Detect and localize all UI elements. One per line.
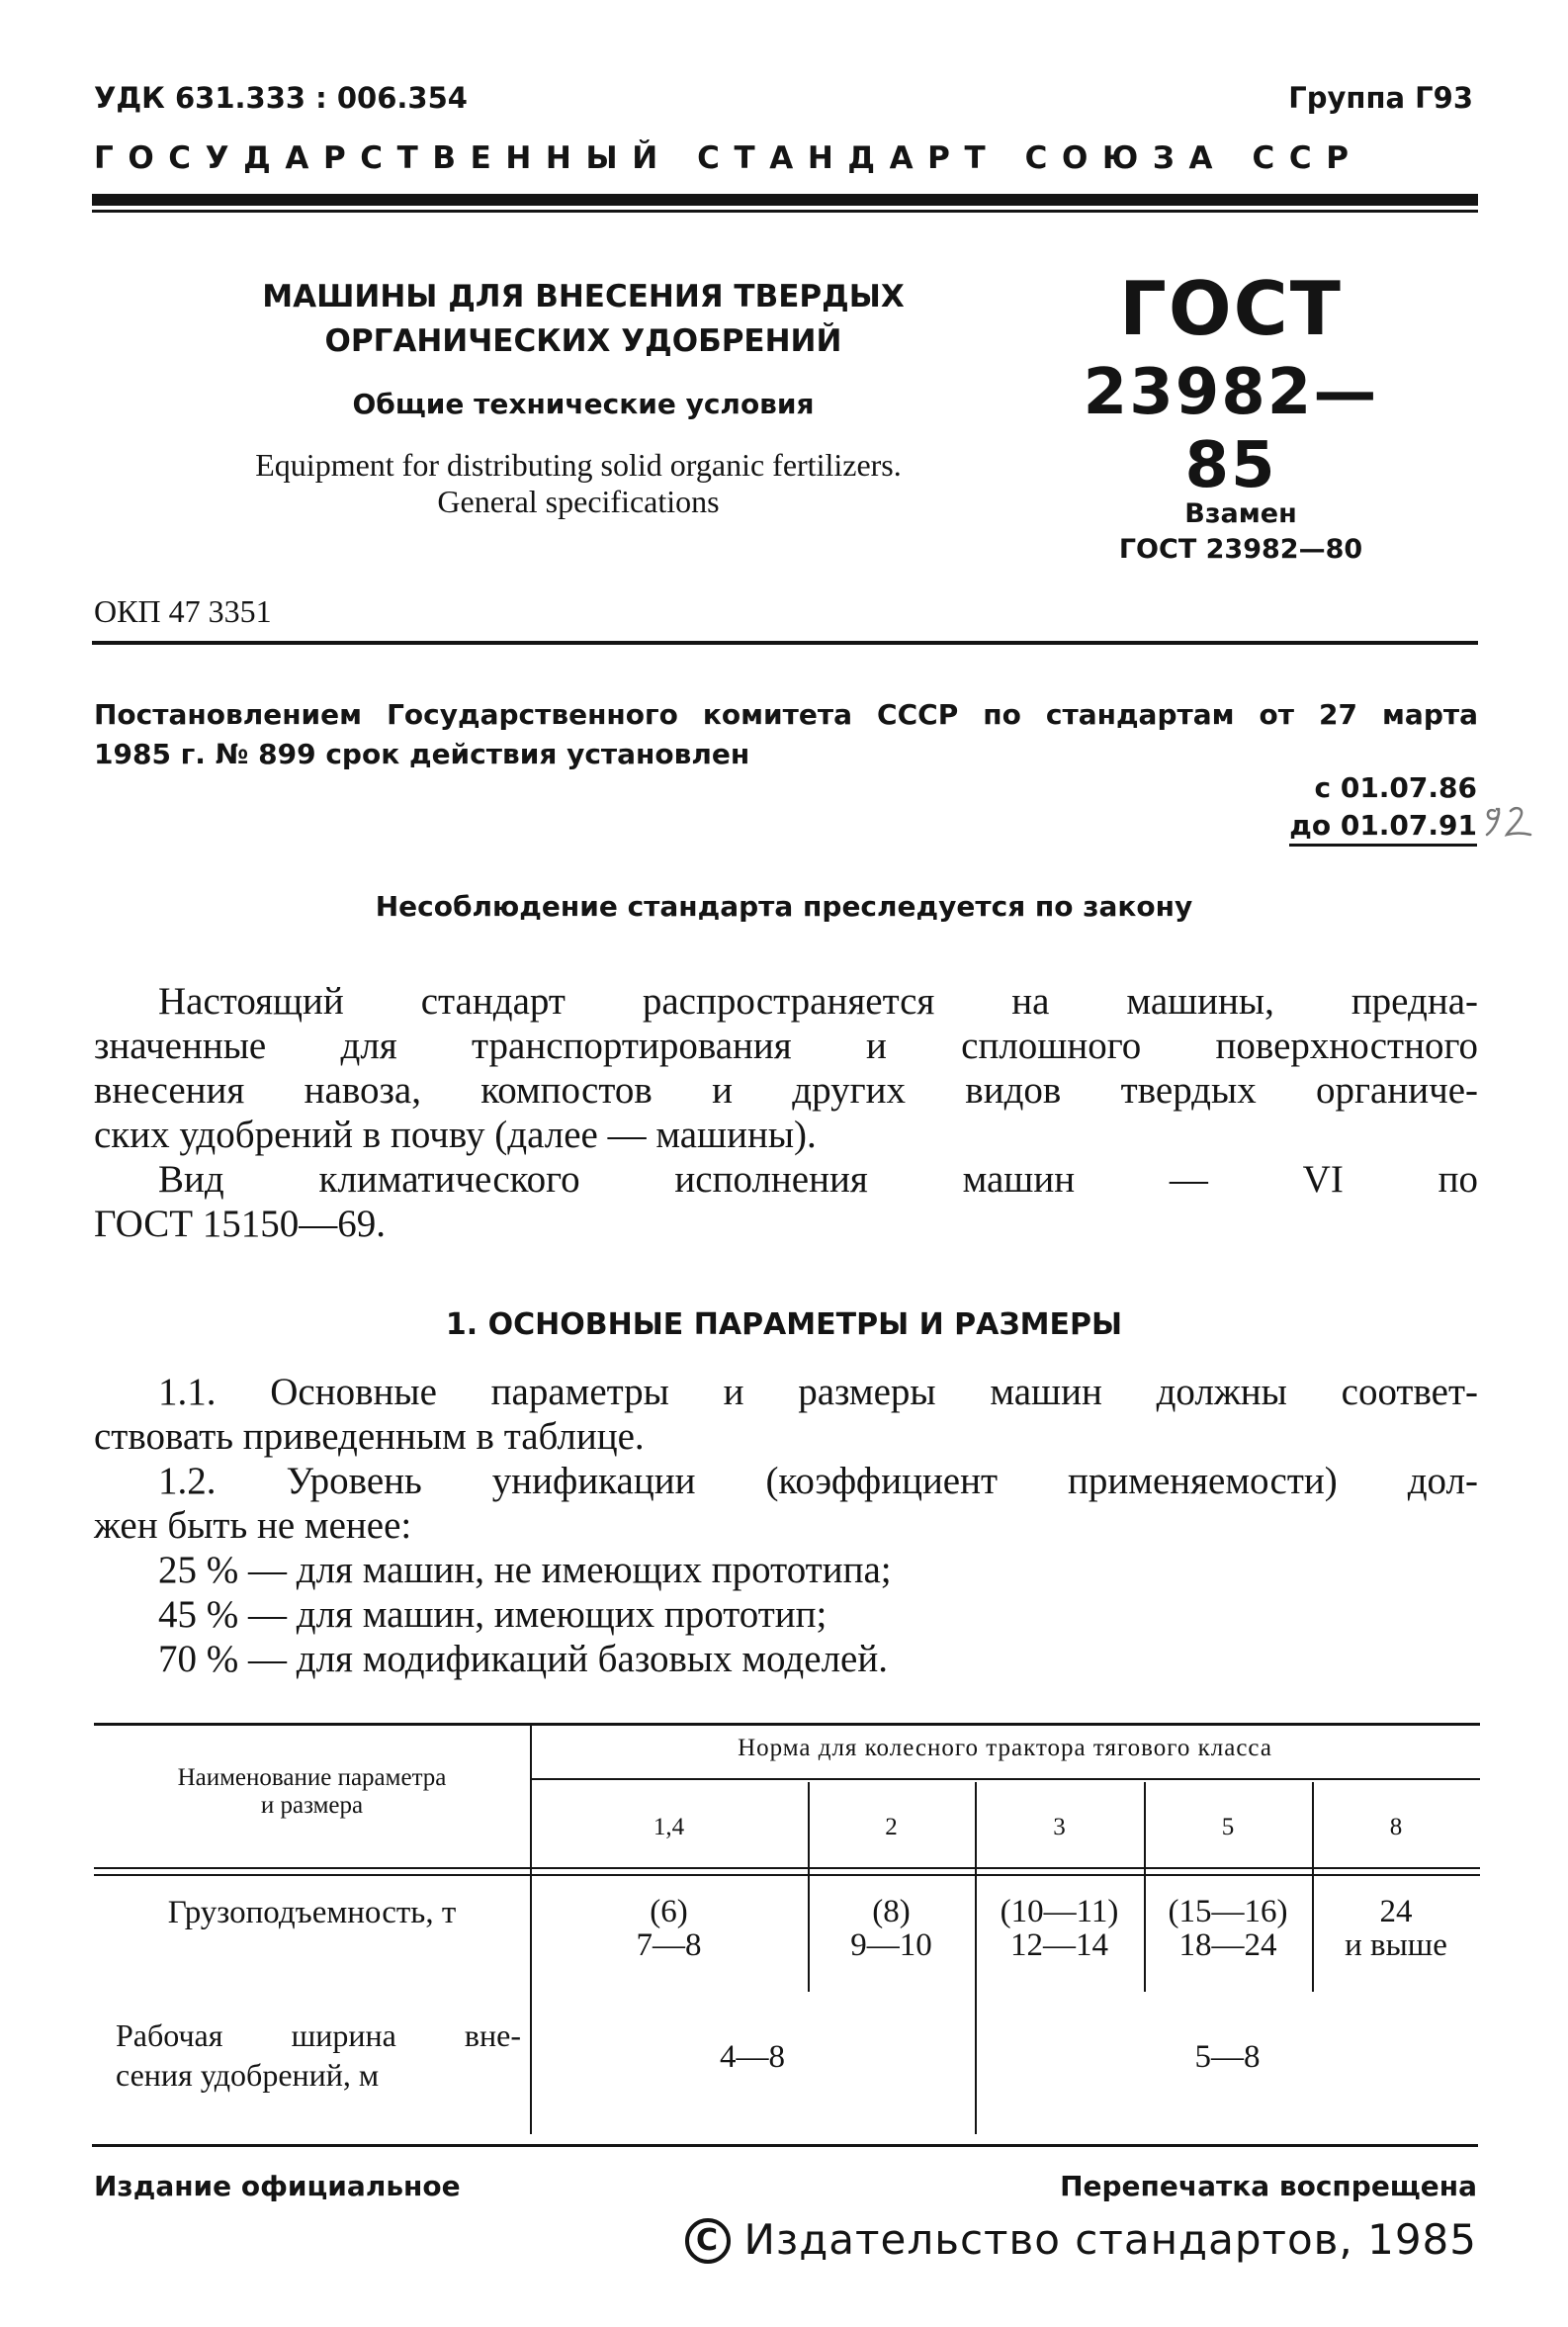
decree-line1: Постановлением Государственного комитета СССР по стандартам от 27 марта (94, 698, 1478, 731)
table-cell-merged: 5—8 (1194, 2039, 1261, 2075)
climate-line: ГОСТ 15150—69. (94, 1203, 387, 1245)
table-rule-header-2 (94, 1874, 1480, 1876)
table-class-header: 5 (1221, 1814, 1235, 1840)
copyright-line (685, 2215, 1477, 2264)
group-code: Группа Г93 (1288, 81, 1473, 115)
title-ru-line1: МАШИНЫ ДЛЯ ВНЕСЕНИЯ ТВЕРДЫХ (262, 279, 905, 314)
copyright-text: Издательство стандартов, 1985 (743, 2215, 1477, 2264)
table-norm-header: Норма для колесного трактора тягового класса (738, 1735, 1272, 1761)
title-rule (92, 641, 1478, 645)
header-rule-thick (92, 194, 1478, 206)
clause-1-2-line: жен быть не менее: (94, 1504, 412, 1547)
table-param-header (94, 1764, 530, 1820)
table-cell-value: (15—16) (1168, 1894, 1288, 1929)
edition-note: Издание официальное (94, 2170, 461, 2202)
gost-number: 23982—85 (1083, 356, 1379, 502)
clause-1-2-line: 1.2. Уровень унификации (коэффициент применяемости) дол- (158, 1460, 1478, 1502)
intro-line: ских удобрений в почву (далее — машины). (94, 1114, 817, 1156)
replaces-label: Взамен (1184, 498, 1297, 529)
table-cell (530, 1895, 808, 1962)
table-param-header-line: и размера (260, 1792, 364, 1819)
table-class-header: 1,4 (653, 1814, 685, 1840)
table-rule-header-1 (94, 1867, 1480, 1869)
table-cell (808, 1895, 975, 1962)
intro-line: значенные для транспортирования и сплошного поверхностного (94, 1025, 1478, 1067)
parameters-table (94, 1723, 1480, 2134)
table-cell-value: 12—14 (1010, 1927, 1108, 1963)
unification-level-item: 70 % — для модификаций базовых моделей. (158, 1638, 888, 1680)
okp-code: ОКП 47 3351 (94, 593, 272, 629)
udk-code: УДК 631.333 : 006.354 (94, 81, 468, 115)
intro-line: внесения навоза, компостов и других видов твердых органиче- (94, 1069, 1478, 1112)
table-row-width-label (116, 2015, 521, 2095)
gost-label: ГОСТ (1119, 265, 1343, 352)
copyright-icon: C (685, 2218, 731, 2264)
table-cell-value: 7—8 (636, 1927, 702, 1963)
clause-1-1-line: ствовать приведенным в таблице. (94, 1415, 645, 1458)
valid-to: до 01.07.91 (1289, 809, 1477, 847)
title-ru-line2: ОРГАНИЧЕСКИХ УДОБРЕНИЙ (324, 323, 842, 359)
decree-line2: 1985 г. № 899 срок действия установлен (94, 738, 750, 770)
table-cell (1144, 1895, 1312, 1962)
intro-line: Настоящий стандарт распространяется на машины, предна- (158, 980, 1478, 1023)
header-rule-thin (92, 210, 1478, 213)
table-param-header-line: Наименование параметра (177, 1764, 447, 1791)
clause-1-1-line: 1.1. Основные параметры и размеры машин должны соответ- (158, 1371, 1478, 1413)
unification-level-item: 25 % — для машин, не имеющих прототипа; (158, 1549, 892, 1591)
table-cell-merged: 4—8 (720, 2039, 785, 2075)
section-heading: 1. ОСНОВНЫЕ ПАРАМЕТРЫ И РАЗМЕРЫ (445, 1307, 1123, 1342)
table-cell-value: 18—24 (1178, 1927, 1277, 1963)
table-cell-value: (10—11) (1000, 1894, 1119, 1929)
table-cell-value: 9—10 (850, 1927, 932, 1963)
table-rule-top (94, 1723, 1480, 1726)
unification-level-item: 45 % — для машин, имеющих прототип; (158, 1593, 828, 1636)
table-class-header: 8 (1389, 1814, 1403, 1840)
reprint-note: Перепечатка воспрещена (1060, 2170, 1477, 2202)
table-class-header: 2 (885, 1814, 898, 1840)
table-cell-value: (6) (650, 1894, 688, 1929)
table-row-label-line: сения удобрений, м (116, 2057, 380, 2093)
table-class-header: 3 (1053, 1814, 1066, 1840)
legal-warning: Несоблюдение стандарта преследуется по закону (375, 890, 1193, 923)
replaces-value: ГОСТ 23982—80 (1118, 534, 1363, 565)
table-cell (1312, 1895, 1480, 1962)
climate-line: Вид климатического исполнения машин — VI по (158, 1158, 1478, 1201)
title-en-line2: General specifications (437, 484, 720, 519)
table-cell-value: 24 (1379, 1894, 1413, 1929)
table-cell (975, 1895, 1144, 1962)
title-en-line1: Equipment for distributing solid organic fertilizers. (255, 447, 902, 483)
valid-from: с 01.07.86 (1314, 771, 1477, 804)
title-subtitle: Общие технические условия (352, 388, 815, 420)
state-standard-banner: ГОСУДАРСТВЕННЫЙ СТАНДАРТ СОЮЗА ССР (94, 140, 1363, 176)
table-row-capacity-label: Грузоподъемность, т (167, 1895, 457, 1930)
table-cell-value: (8) (872, 1894, 911, 1929)
footer-rule (92, 2144, 1478, 2147)
handwritten-correction-mark (1481, 797, 1540, 847)
table-cell-value: и выше (1345, 1927, 1447, 1963)
table-row-label-line: Рабочая ширина вне- (116, 2017, 521, 2053)
table-rule-subheader (530, 1778, 1480, 1780)
